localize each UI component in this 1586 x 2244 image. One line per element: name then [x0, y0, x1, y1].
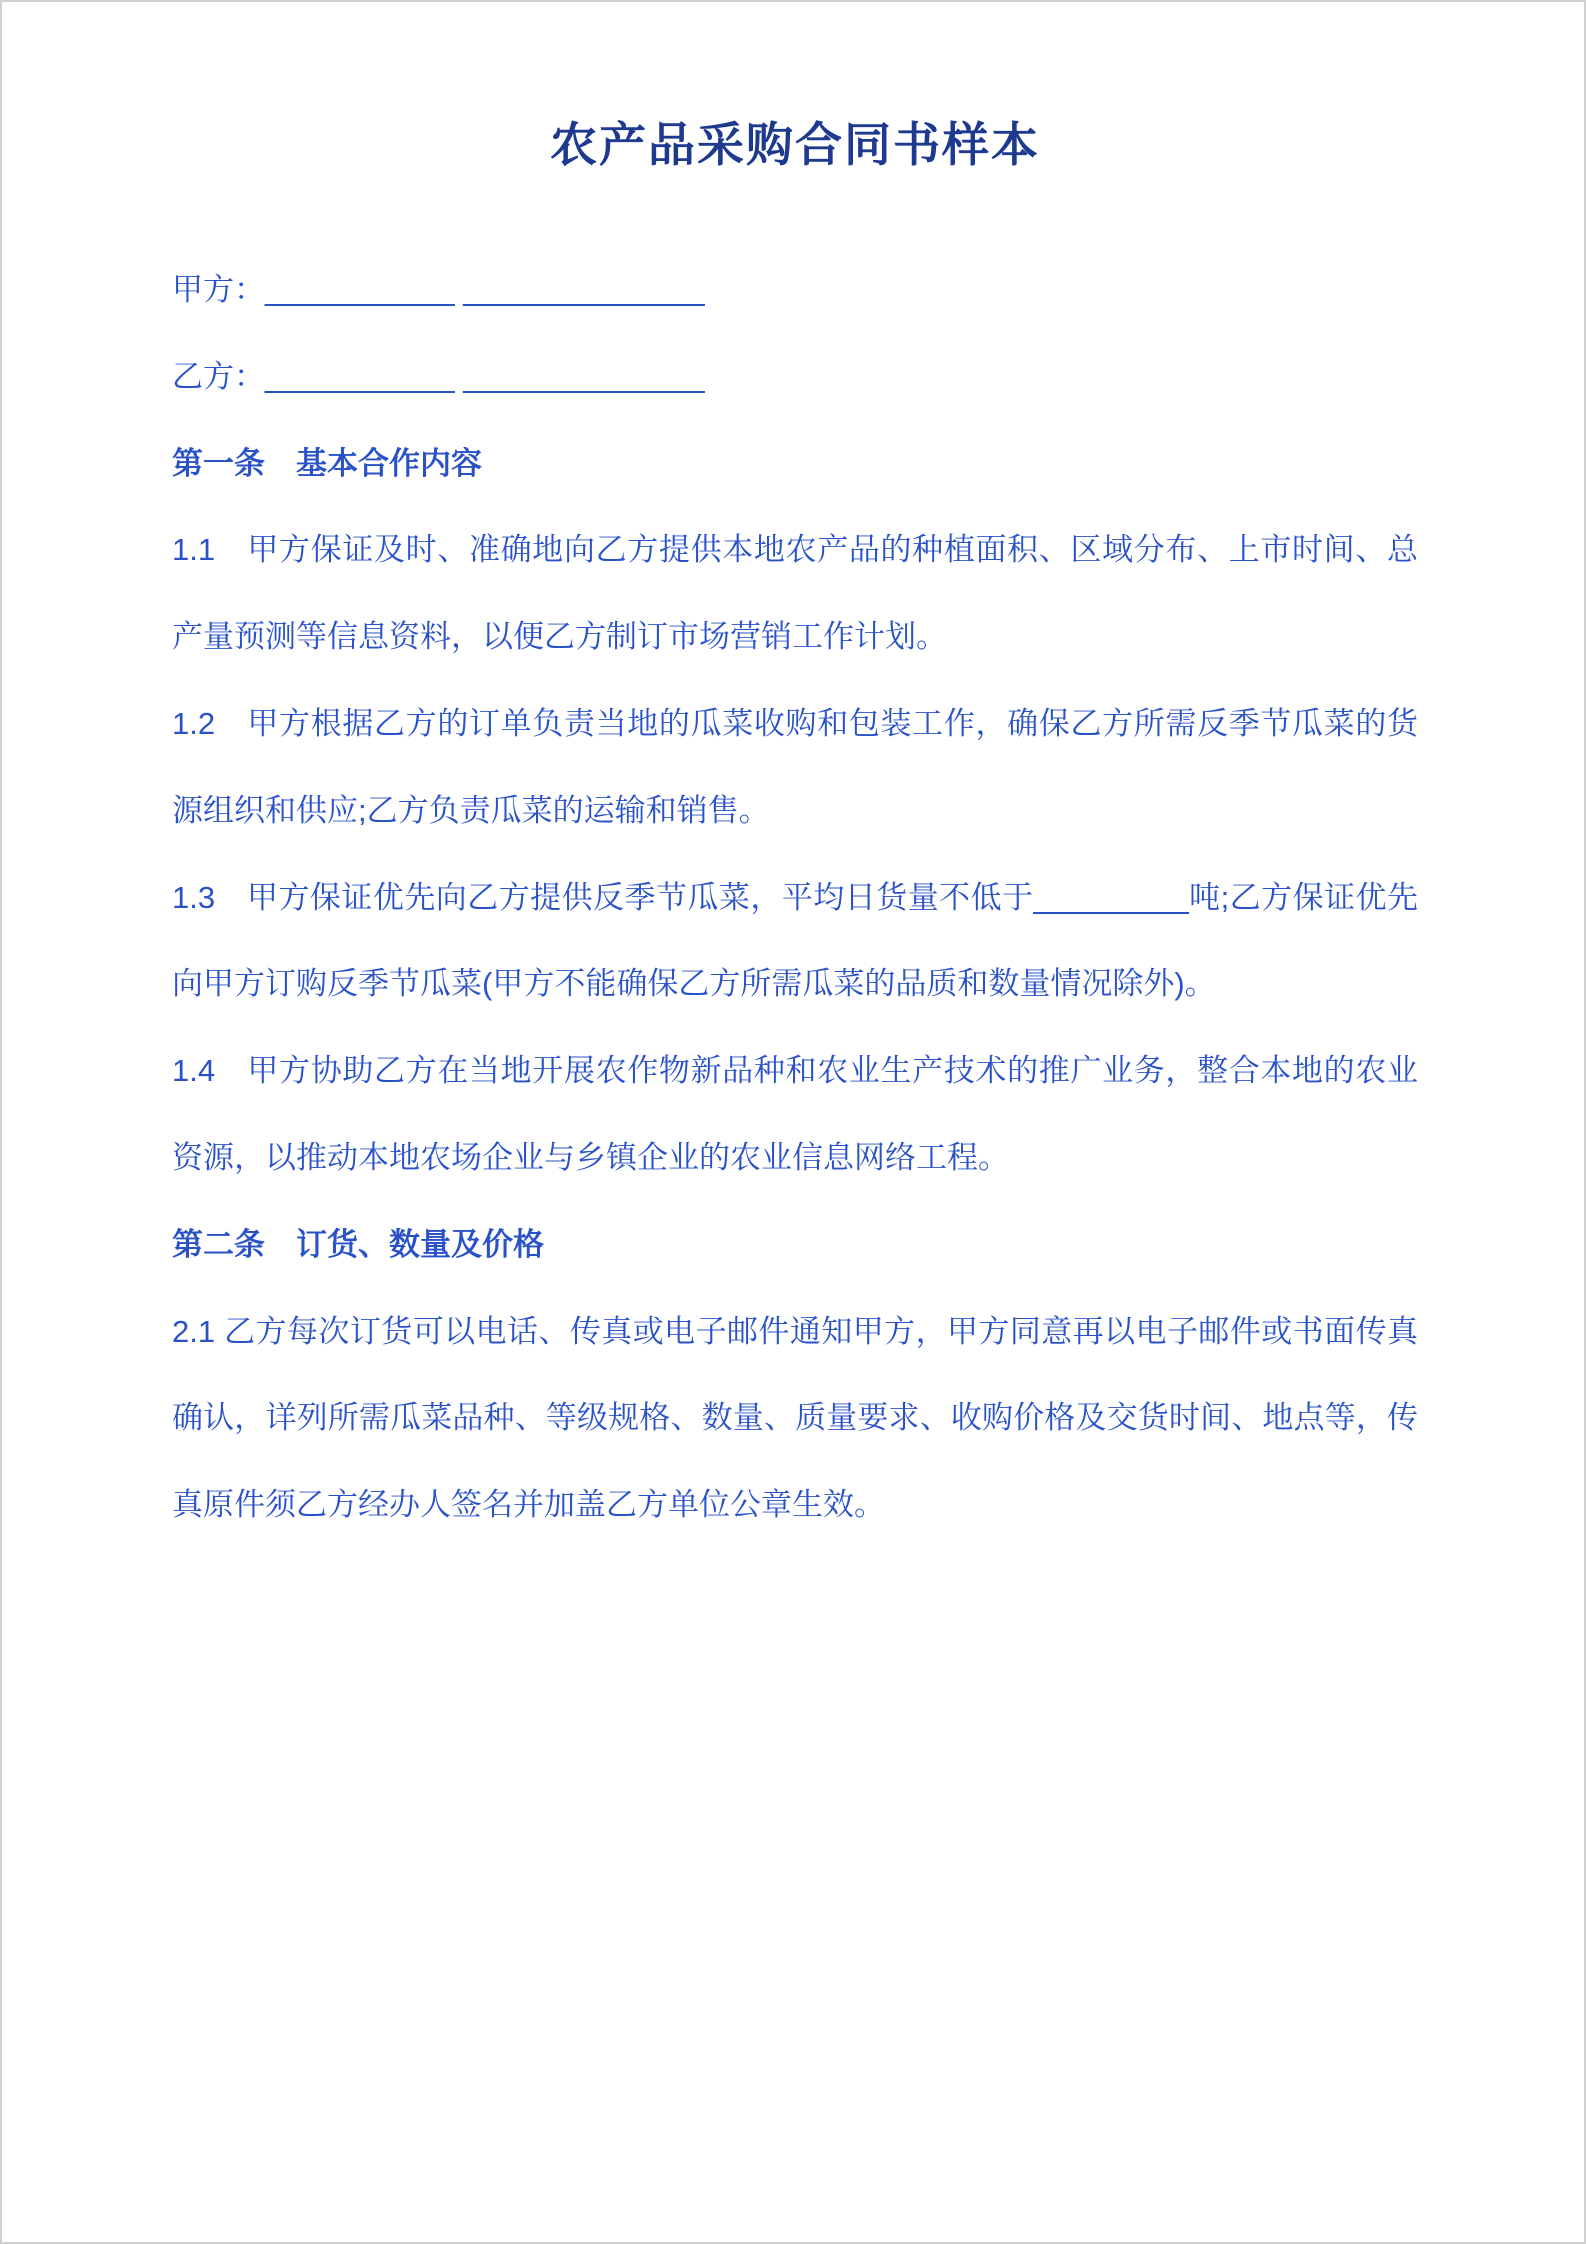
clause-1-1: 1.1 甲方保证及时、准确地向乙方提供本地农产品的种植面积、区域分布、上市时间、总产量预测等信息资料，以便乙方制订市场营销工作计划。: [172, 532, 1418, 655]
clause-2-1: 2.1 乙方每次订货可以电话、传真或电子邮件通知甲方，甲方同意再以电子邮件或书面传真确认，详列所需瓜菜品种、等级规格、数量、质量要求、收购价格及交货时间、地点等，传真原件须乙方经办人签名并加盖乙方单位公章生效。: [172, 1313, 1418, 1523]
document-title: 农产品采购合同书样本: [550, 118, 1040, 171]
document-body: [172, 247, 1418, 1549]
clause-1-3: 1.3 甲方保证优先向乙方提供反季节瓜菜，平均日货量不低于_________吨;乙方保证优先向甲方订购反季节瓜菜(甲方不能确保乙方所需瓜菜的品质和数量情况除外)。: [172, 879, 1418, 1002]
section-2-heading: 第二条 订货、数量及价格: [172, 1226, 544, 1262]
party-a-blank-line: 甲方：___________ ______________: [172, 272, 705, 308]
party-b-blank-line: 乙方：___________ ______________: [172, 358, 705, 394]
clause-1-2: 1.2 甲方根据乙方的订单负责当地的瓜菜收购和包装工作，确保乙方所需反季节瓜菜的货源组织和供应;乙方负责瓜菜的运输和销售。: [172, 706, 1418, 828]
section-1-heading: 第一条 基本合作内容: [172, 445, 482, 481]
clause-1-4: 1.4 甲方协助乙方在当地开展农作物新品种和农业生产技术的推广业务，整合本地的农业资源，以推动本地农场企业与乡镇企业的农业信息网络工程。: [172, 1053, 1418, 1176]
